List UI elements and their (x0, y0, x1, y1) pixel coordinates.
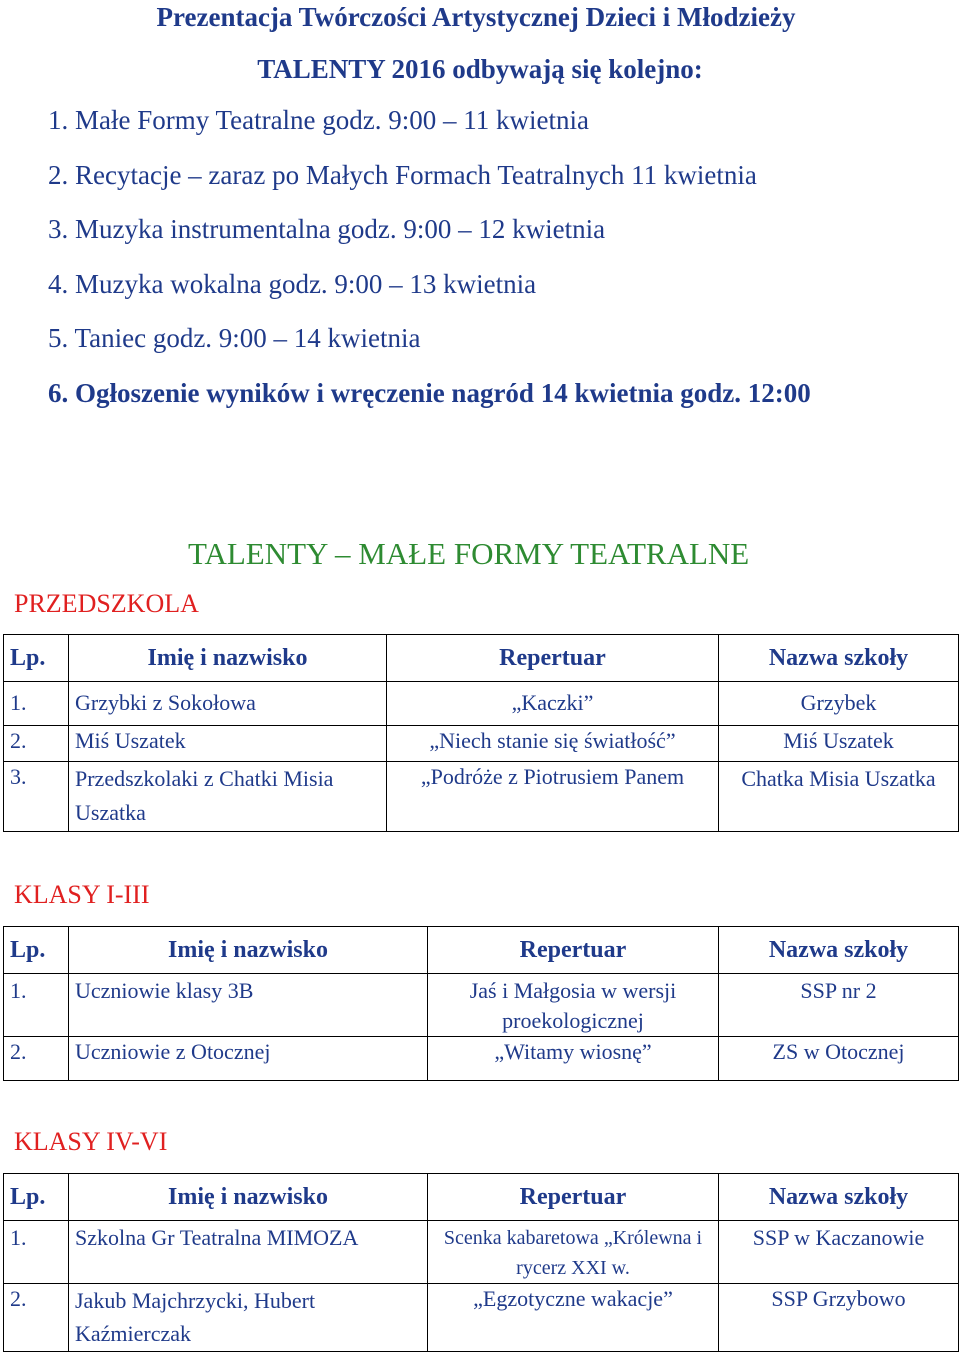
cell-repertoire: „Egzotyczne wakacje” (428, 1284, 719, 1352)
cell-name: Uczniowie klasy 3B (69, 974, 428, 1037)
table-row (4, 974, 959, 1037)
schedule-item: 5. Taniec godz. 9:00 – 14 kwietnia (48, 323, 421, 353)
table-header-row (4, 635, 959, 682)
cell-school: Chatka Misia Uszatka (719, 762, 959, 832)
col-school: Nazwa szkoły (719, 1174, 959, 1221)
col-repertoire: Repertuar (428, 927, 719, 974)
cell-lp: 1. (4, 682, 69, 726)
table-klasy-4-6 (3, 1173, 959, 1352)
category-title-klasy-4-6: KLASY IV-VI (14, 1127, 168, 1156)
cell-school: SSP nr 2 (719, 974, 959, 1037)
cell-name: Jakub Majchrzycki, Hubert Kaźmierczak (69, 1284, 428, 1352)
cell-school: Miś Uszatek (719, 726, 959, 762)
table-klasy-1-3 (3, 926, 959, 1081)
col-name: Imię i nazwisko (69, 635, 387, 682)
schedule-item: 4. Muzyka wokalna godz. 9:00 – 13 kwietnia (48, 268, 537, 299)
cell-lp: 2. (4, 726, 69, 762)
schedule-item: 2. Recytacje – zaraz po Małych Formach Teatralnych 11 kwietnia (48, 159, 757, 190)
cell-lp: 3. (4, 762, 69, 832)
table-row (4, 1284, 959, 1352)
cell-school: SSP w Kaczanowie (719, 1221, 959, 1284)
schedule-item: 3. Muzyka instrumentalna godz. 9:00 – 12 kwietnia (48, 214, 606, 244)
cell-school: ZS w Otocznej (719, 1037, 959, 1081)
cell-repertoire: „Witamy wiosnę” (428, 1037, 719, 1081)
col-name: Imię i nazwisko (69, 927, 428, 974)
document-subtitle: TALENTY 2016 odbywają się kolejno: (257, 54, 703, 84)
cell-name: Miś Uszatek (69, 726, 387, 762)
col-repertoire: Repertuar (387, 635, 719, 682)
cell-repertoire: Jaś i Małgosia w wersji proekologicznej (428, 974, 719, 1037)
table-row (4, 762, 959, 832)
col-lp: Lp. (4, 635, 69, 682)
col-name: Imię i nazwisko (69, 1174, 428, 1221)
cell-repertoire: „Podróże z Piotrusiem Panem (387, 762, 719, 832)
cell-repertoire: Scenka kabaretowa „Królewna i rycerz XXI w. (428, 1221, 719, 1284)
table-przedszkola (3, 634, 959, 832)
col-lp: Lp. (4, 1174, 69, 1221)
cell-school: Grzybek (719, 682, 959, 726)
col-lp: Lp. (4, 927, 69, 974)
cell-name: Uczniowie z Otocznej (69, 1037, 428, 1081)
cell-name: Szkolna Gr Teatralna MIMOZA (69, 1221, 428, 1284)
cell-lp: 1. (4, 974, 69, 1037)
cell-name: Przedszkolaki z Chatki Misia Uszatka (69, 762, 387, 832)
category-title-przedszkola: PRZEDSZKOLA (14, 589, 199, 618)
table-row (4, 726, 959, 762)
schedule-list (48, 103, 811, 430)
cell-repertoire: „Niech stanie się światłość” (387, 726, 719, 762)
cell-repertoire: „Kaczki” (387, 682, 719, 726)
cell-school: SSP Grzybowo (719, 1284, 959, 1352)
cell-name: Grzybki z Sokołowa (69, 682, 387, 726)
col-repertoire: Repertuar (428, 1174, 719, 1221)
schedule-item: 1. Małe Formy Teatralne godz. 9:00 – 11 kwietnia (48, 105, 589, 135)
category-title-klasy-1-3: KLASY I-III (14, 880, 150, 909)
col-school: Nazwa szkoły (719, 927, 959, 974)
cell-lp: 2. (4, 1037, 69, 1081)
document-title: Prezentacja Twórczości Artystycznej Dzieci i Młodzieży (156, 2, 796, 32)
schedule-item-results: 6. Ogłoszenie wyników i wręczenie nagród 14 kwietnia godz. 12:00 (48, 377, 811, 408)
col-school: Nazwa szkoły (719, 635, 959, 682)
section-title: TALENTY – MAŁE FORMY TEATRALNE (188, 536, 750, 571)
table-header-row (4, 1174, 959, 1221)
cell-lp: 2. (4, 1284, 69, 1352)
table-row (4, 682, 959, 726)
table-row (4, 1221, 959, 1284)
cell-lp: 1. (4, 1221, 69, 1284)
table-row (4, 1037, 959, 1081)
table-header-row (4, 927, 959, 974)
